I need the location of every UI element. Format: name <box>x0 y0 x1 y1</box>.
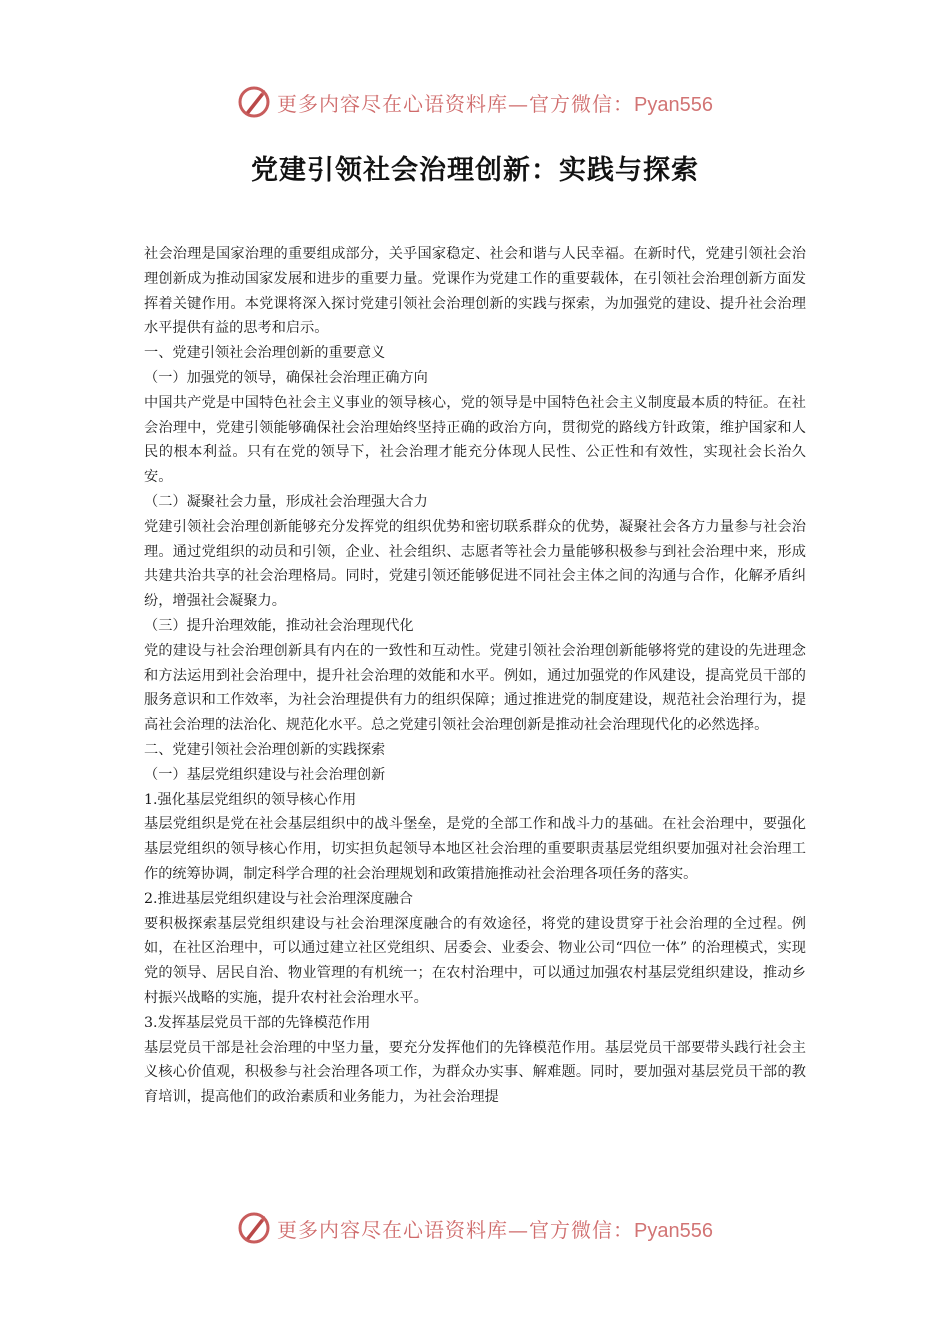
banner-slogan: 更多内容尽在心语资料库—官方微信： <box>277 1217 635 1242</box>
section-heading: 二、党建引领社会治理创新的实践探索 <box>144 741 386 758</box>
body-paragraph: 中国共产党是中国特色社会主义事业的领导核心，党的领导是中国特色社会主义制度最本质的特征。在社会治理中，党建引领能够确保社会治理始终坚持正确的政治方向，贯彻党的路线方针政策，维护国家和人民的根本利益。只有在党的领导下，社会治理才能充分体现人民性、公正性和有效性，实现社会长治久安。 <box>144 394 806 486</box>
body-paragraph: 党建引领社会治理创新能够充分发挥党的组织优势和密切联系群众的优势，凝聚社会各方力量参与社会治理。通过党组织的动员和引领，企业、社会组织、志愿者等社会力量能够积极参与到社会治理中来，形成共建共治共享的社会治理格局。同时，党建引领还能够促进不同社会主体之间的沟通与合作，化解矛盾纠纷，增强社会凝聚力。 <box>144 518 806 610</box>
intro-paragraph: 社会治理是国家治理的重要组成部分，关乎国家稳定、社会和谐与人民幸福。在新时代，党建引领社会治理创新成为推动国家发展和进步的重要力量。党课作为党建工作的重要载体，在引领社会治理创新方面发挥着关键作用。本党课将深入探讨党建引领社会治理创新的实践与探索，为加强党的建设、提升社会治理水平提供有益的思考和启示。 <box>144 246 806 337</box>
subsection-heading: （二）凝聚社会力量，形成社会治理强大合力 <box>144 493 428 510</box>
banner-text <box>277 1214 713 1243</box>
body-paragraph: 基层党员干部是社会治理的中坚力量，要充分发挥他们的先锋模范作用。基层党员干部要带头践行社会主义核心价值观，积极参与社会治理各项工作，为群众办实事、解难题。同时，要加强对基层党员干部的教育培训，提高他们的政治素质和业务能力，为社会治理提 <box>144 1039 806 1106</box>
numbered-heading: 1.强化基层党组织的领导核心作用 <box>144 791 357 808</box>
numbered-heading: 3.发挥基层党员干部的先锋模范作用 <box>144 1014 371 1031</box>
body-paragraph: 党的建设与社会治理创新具有内在的一致性和互动性。党建引领社会治理创新能够将党的建设的先进理念和方法运用到社会治理中，提升社会治理的效能和水平。例如，通过加强党的作风建设，提高党员干部的服务意识和工作效率，为社会治理提供有力的组织保障；通过推进党的制度建设，规范社会治理行为，提高社会治理的法治化、规范化水平。总之党建引领社会治理创新是推动社会治理现代化的必然选择。 <box>144 642 806 734</box>
body-paragraph: 要积极探索基层党组织建设与社会治理深度融合的有效途径，将党的建设贯穿于社会治理的全过程。例如，在社区治理中，可以通过建立社区党组织、居委会、业委会、物业公司“四位一体” 的治理模式，实现党的领导、居民自治、物业管理的有机统一；在农村治理中，可以通过加强农村基层党组织建设，推动乡村振兴战略的实施，提升农村社会治理水平。 <box>144 915 806 1006</box>
footer-banner <box>0 1208 950 1248</box>
banner-brand: Pyan556 <box>634 1219 713 1242</box>
banner-slogan: 更多内容尽在心语资料库—官方微信： <box>277 91 635 116</box>
pen-quill-logo-icon <box>237 85 271 119</box>
document-body <box>144 242 806 1110</box>
header-banner <box>0 82 950 122</box>
banner-text <box>277 88 713 117</box>
subsection-heading: （一）基层党组织建设与社会治理创新 <box>144 766 386 783</box>
section-heading: 一、党建引领社会治理创新的重要意义 <box>144 345 386 362</box>
pen-quill-logo-icon <box>237 1211 271 1245</box>
banner-brand: Pyan556 <box>634 93 713 116</box>
subsection-heading: （一）加强党的领导，确保社会治理正确方向 <box>144 369 428 386</box>
document-title: 党建引领社会治理创新：实践与探索 <box>251 155 699 186</box>
body-paragraph: 基层党组织是党在社会基层组织中的战斗堡垒，是党的全部工作和战斗力的基础。在社会治理中，要强化基层党组织的领导核心作用，切实担负起领导本地区社会治理的重要职责基层党组织要加强对社会治理工作的统筹协调，制定科学合理的社会治理规划和政策措施推动社会治理各项任务的落实。 <box>144 816 806 882</box>
numbered-heading: 2.推进基层党组织建设与社会治理深度融合 <box>144 890 413 907</box>
subsection-heading: （三）提升治理效能，推动社会治理现代化 <box>144 617 414 634</box>
